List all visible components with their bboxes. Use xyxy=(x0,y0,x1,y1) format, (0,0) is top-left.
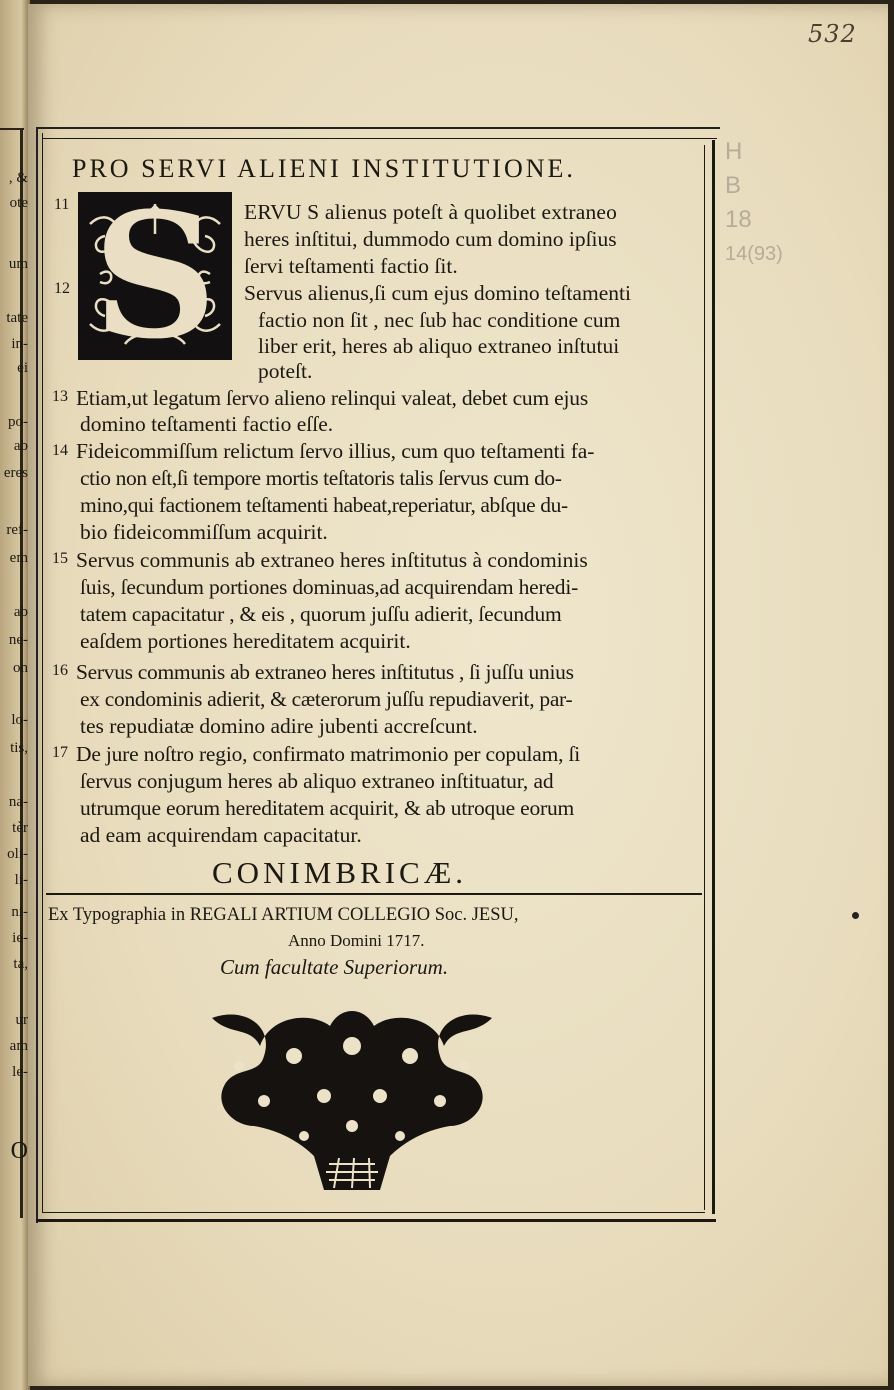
page-border xyxy=(712,140,715,1214)
left-fragment: em xyxy=(9,550,28,566)
text-line: eaſdem portiones hereditatem acquirit. xyxy=(80,629,411,653)
text-line: De jure noſtro regio, confirmato matrimonio per copulam, ſi xyxy=(76,742,581,766)
initial-letter: S xyxy=(92,174,218,377)
page-title: PRO SERVI ALIENI INSTITUTIONE. xyxy=(72,154,576,183)
text-line: ex condominis adierit, & cæterorum juſſu repudiaverit, par- xyxy=(80,687,573,711)
page-number: 532 xyxy=(808,20,857,48)
paragraph-number: 14 xyxy=(52,442,68,459)
text-line: utrumque eorum hereditatem acquirit, & ab utroque eorum xyxy=(80,796,575,820)
left-fragment: um xyxy=(8,256,28,272)
left-fragment: eres xyxy=(3,465,28,481)
text-line: ſervi teſtamenti factio ſit. xyxy=(244,254,458,278)
left-fragment: po- xyxy=(8,414,28,430)
left-fragment: ta, xyxy=(13,956,28,972)
text-line: tatem capacitatur , & eis , quorum juſſu adierit, ſecundum xyxy=(80,602,562,626)
left-fragment: tate xyxy=(6,310,28,326)
horizontal-rule xyxy=(46,893,702,895)
text-line: ad eam acquirendam capacitatur. xyxy=(80,823,362,847)
left-fragment: tèr xyxy=(12,820,28,836)
left-fragment: ab xyxy=(13,604,28,620)
left-fragment: tis, xyxy=(10,740,28,756)
text-line: heres inſtitui, dummodo cum domino ipſius xyxy=(244,227,617,251)
imprint-year: Anno Domini 1717. xyxy=(288,931,425,950)
text-line: ſuis, ſecundum portiones dominuas,ad acquirendam heredi- xyxy=(80,575,579,599)
paragraph-number: 13 xyxy=(52,388,68,405)
left-fragment: li- xyxy=(14,872,28,888)
paragraph-number: 15 xyxy=(52,550,68,567)
text-line: liber erit, heres ab aliquo extraneo inſtutui xyxy=(258,334,620,358)
left-fragment: ote xyxy=(9,195,28,211)
city-title: CONIMBRICÆ. xyxy=(212,855,468,890)
text-line: factio non ſit , nec ſub hac conditione cum xyxy=(258,308,621,332)
page-border-inner xyxy=(42,1212,705,1213)
text-line: mino,qui factionem teſtamenti habeat,reperiatur, abſque du- xyxy=(80,493,568,517)
page-border-inner xyxy=(42,138,717,139)
text-line: ctio non eſt,ſi tempore mortis teſtatoris talis ſervus cum do- xyxy=(80,466,562,490)
left-fragment: oli- xyxy=(7,846,28,862)
left-fragment: O xyxy=(10,1138,28,1164)
imprint-line: Ex Typographia in REGALI ARTIUM COLLEGIO Soc. JESU, xyxy=(48,905,519,925)
page-border xyxy=(36,1219,716,1222)
left-fragment: ie- xyxy=(12,930,28,946)
left-fragment: ref- xyxy=(6,522,28,538)
left-fragment: ab xyxy=(13,438,28,454)
left-fragment: am xyxy=(9,1038,28,1054)
ink-speck xyxy=(852,912,859,919)
text-line: bio fideicommiſſum acquirit. xyxy=(80,520,328,544)
text-line: poteſt. xyxy=(258,359,313,383)
flower-basket-icon xyxy=(204,1006,500,1194)
text-line: domino teſtamenti factio eſſe. xyxy=(80,412,334,436)
left-fragment: lo- xyxy=(11,712,28,728)
text-line: Servus alienus,ſi cum ejus domino teſtamenti xyxy=(244,281,631,305)
text-line: Servus communis ab extraneo heres inſtitutus , ſi juſſu unius xyxy=(76,660,574,684)
imprint-license: Cum facultate Superiorum. xyxy=(220,955,449,979)
paragraph-number: 16 xyxy=(52,662,68,679)
left-fragment: ne- xyxy=(8,632,28,648)
pencil-mark: H xyxy=(725,138,743,165)
left-fragment: ur xyxy=(15,1012,28,1028)
pencil-mark: B xyxy=(725,172,742,199)
decorated-initial xyxy=(78,174,232,377)
text-line: Fideicommiſſum relictum ſervo illius, cum quo teſtamenti fa- xyxy=(76,439,595,463)
pencil-shelfmark xyxy=(725,135,783,271)
text-line: Servus communis ab extraneo heres inſtitutus à condominis xyxy=(76,548,588,572)
text-line: Etiam,ut legatum ſervo alieno relinqui valeat, debet cum ejus xyxy=(76,386,588,410)
text-line: ERVU S alienus poteſt à quolibet extraneo xyxy=(244,200,618,224)
left-fragment: on xyxy=(13,660,28,676)
left-fragment: le- xyxy=(12,1064,28,1080)
left-fragment: ei xyxy=(17,360,28,376)
left-fragment: in- xyxy=(11,336,28,352)
paragraph-number: 17 xyxy=(52,744,68,761)
pencil-mark: 18 xyxy=(725,206,752,233)
text-line: tes repudiatæ domino adire jubenti accreſcunt. xyxy=(80,714,478,738)
left-fragment: ni- xyxy=(11,904,28,920)
left-page-edge xyxy=(0,0,30,1390)
pencil-mark: 14(93) xyxy=(725,243,783,265)
paragraph-number: 11 xyxy=(54,196,70,213)
left-fragment: , & xyxy=(8,170,28,186)
paragraph-number: 12 xyxy=(54,280,70,297)
page-border-inner xyxy=(42,133,43,1213)
text-line: ſervus conjugum heres ab aliquo extraneo inſtituatur, ad xyxy=(80,769,554,793)
left-fragment: na- xyxy=(8,794,28,810)
page-border-inner xyxy=(704,145,705,1210)
